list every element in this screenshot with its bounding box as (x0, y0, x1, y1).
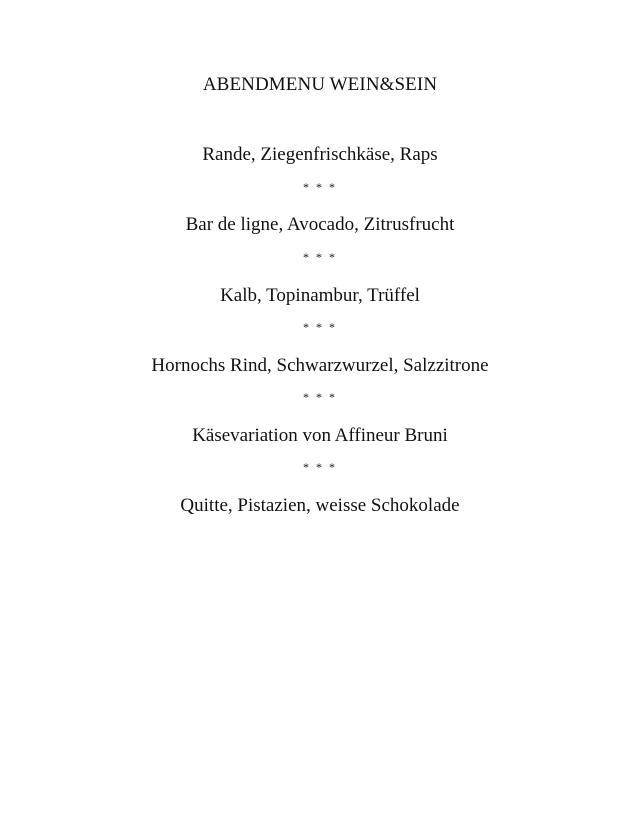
course-separator-5: * * * (303, 460, 337, 474)
course-separator-3: * * * (303, 320, 337, 334)
course-separator-4: * * * (303, 390, 337, 404)
course-4: Hornochs Rind, Schwarzwurzel, Salzzitrone (151, 355, 489, 376)
course-6: Quitte, Pistazien, weisse Schokolade (180, 495, 460, 516)
course-3: Kalb, Topinambur, Trüffel (220, 285, 420, 306)
course-2: Bar de ligne, Avocado, Zitrusfrucht (185, 214, 455, 235)
course-5: Käsevariation von Affineur Bruni (192, 425, 448, 446)
menu-title: ABENDMENU WEIN&SEIN (202, 74, 438, 95)
course-separator-2: * * * (303, 250, 337, 264)
course-separator-1: * * * (303, 180, 337, 194)
course-1: Rande, Ziegenfrischkäse, Raps (202, 144, 438, 165)
